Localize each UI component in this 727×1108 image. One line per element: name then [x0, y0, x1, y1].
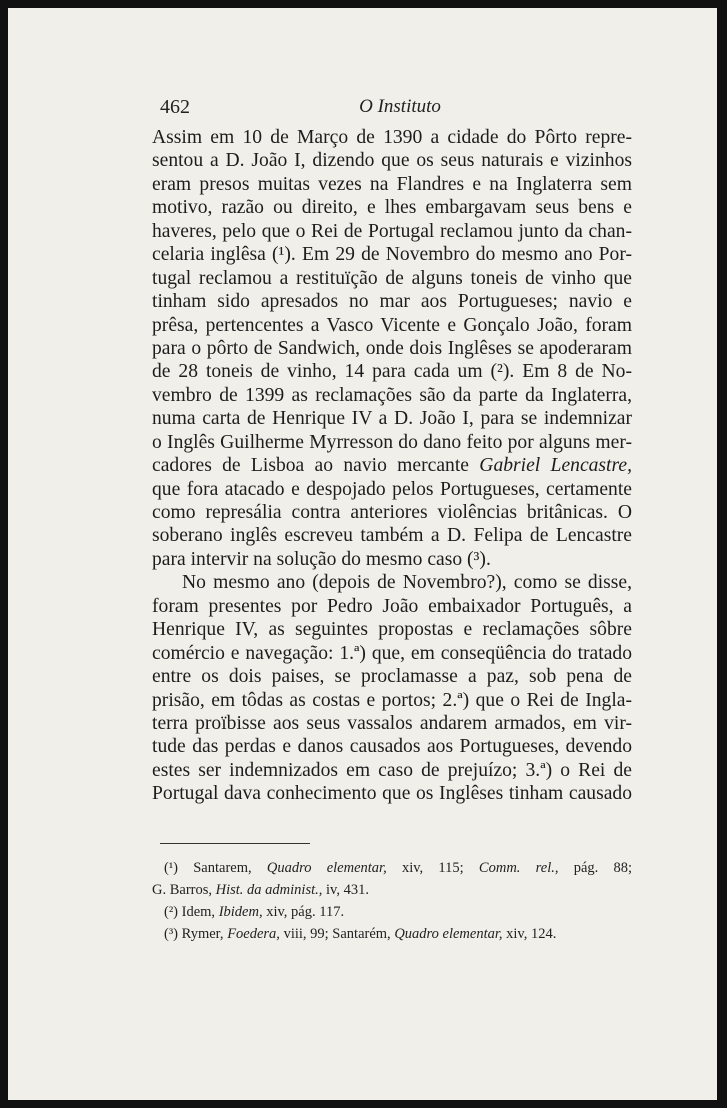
text-line: sentou a D. João I, dizendo que os seus naturais e vizinhos	[152, 150, 632, 172]
fn-text: G. Barros,	[152, 882, 213, 898]
text-line: estes ser indemnizados em caso de prejuízo; 3.ª) o Rei de	[152, 759, 632, 781]
fn-text: viii, 99; Santarém,	[283, 926, 391, 942]
fn-text: (¹) Santarem,	[164, 860, 252, 876]
text-line: vembro de 1399 as reclamações são da parte da Inglaterra,	[152, 384, 632, 406]
text-line: numa carta de Henrique IV a D. João I, para se indemnizar	[152, 408, 632, 430]
text-line: de 28 toneis de vinho, 14 para cada um (²). Em 8 de No-	[152, 361, 632, 383]
fn-text: xiv, pág. 117.	[266, 904, 345, 920]
fn-text: (²) Idem,	[164, 904, 216, 920]
footnote-1	[152, 857, 632, 879]
text-line: que fora atacado e despojado pelos Portugueses, certamente	[152, 478, 632, 500]
text-line: tude das perdas e danos causados aos Portugueses, devendo	[152, 736, 632, 758]
fn-text: iv, 431.	[326, 882, 369, 898]
fn-text: xiv, 115;	[401, 860, 464, 876]
footnote-1-continued	[152, 879, 632, 901]
footnote-2	[152, 901, 632, 923]
footnote-3	[152, 923, 632, 945]
fn-work-title: Foedera,	[227, 926, 280, 942]
running-title: O Instituto	[359, 96, 441, 117]
fn-work-title: Ibidem,	[218, 904, 263, 920]
text-line: Portugal dava conhecimento que os Inglêses tinham causado	[152, 783, 632, 805]
text-line: para intervir na solução do mesmo caso (³).	[152, 548, 491, 570]
text-line: para o pôrto de Sandwich, onde dois Inglêses se apoderaram	[152, 337, 632, 359]
text-line-with-ship	[152, 454, 632, 477]
fn-work-title: Quadro elementar,	[394, 926, 503, 942]
page-header	[160, 96, 640, 120]
fn-text: (³) Rymer,	[164, 926, 224, 942]
text-line: prisão, em tôdas as costas e portos; 2.ª) que o Rei de Ingla-	[152, 689, 632, 711]
page-number: 462	[160, 96, 190, 118]
text-line: soberano inglês escreveu também a D. Felipa de Lencastre	[152, 525, 632, 547]
text-line: Assim em 10 de Março de 1390 a cidade do Pôrto repre-	[152, 127, 632, 148]
text-line: comércio e navegação: 1.ª) que, em conseqüência do tratado	[152, 642, 632, 664]
text-line: o Inglês Guilherme Myrresson do dano feito por alguns mer-	[152, 431, 632, 453]
fn-work-title: Hist. da administ.,	[215, 882, 323, 898]
text-line: prêsa, pertencentes a Vasco Vicente e Gonçalo João, foram	[152, 314, 632, 336]
text-line: haveres, pelo que o Rei de Portugal reclamou junto da chan-	[152, 220, 632, 242]
fn-text: pág. 88;	[573, 860, 633, 876]
text-segment: cadores de Lisboa ao navio mercante	[152, 455, 469, 477]
text-line: como represália contra anteriores violências britânicas. O	[152, 502, 632, 523]
text-line: terra proïbisse aos seus vassalos andarem armados, em vir-	[152, 712, 632, 734]
text-line: foram presentes por Pedro João embaixador Português, a	[152, 595, 632, 617]
ship-name: Gabriel Lencastre,	[479, 455, 632, 477]
text-line: No mesmo ano (depois de Novembro?), como se disse,	[182, 572, 632, 594]
text-line: celaria inglêsa (¹). Em 29 de Novembro do mesmo ano Por-	[152, 244, 632, 266]
footnotes	[152, 857, 632, 945]
text-line: tugal reclamou a restituïção de alguns toneis de vinho que	[152, 267, 632, 289]
text-line: entre os dois paises, se proclamasse a paz, sob pena de	[152, 666, 632, 688]
fn-work-title: Comm. rel.,	[478, 860, 559, 876]
text-line: tinham sido apresados no mar aos Portugueses; navio e	[152, 291, 632, 313]
text-line: eram presos muitas vezes na Flandres e na Inglaterra sem	[152, 173, 632, 195]
footnote-separator	[160, 843, 310, 844]
body-text	[152, 126, 632, 806]
text-line: Henrique IV, as seguintes propostas e reclamações sôbre	[152, 619, 632, 641]
text-line: motivo, razão ou direito, e lhes embargavam seus bens e	[152, 197, 632, 219]
fn-work-title: Quadro elementar,	[266, 860, 387, 876]
fn-text: xiv, 124.	[506, 926, 557, 942]
